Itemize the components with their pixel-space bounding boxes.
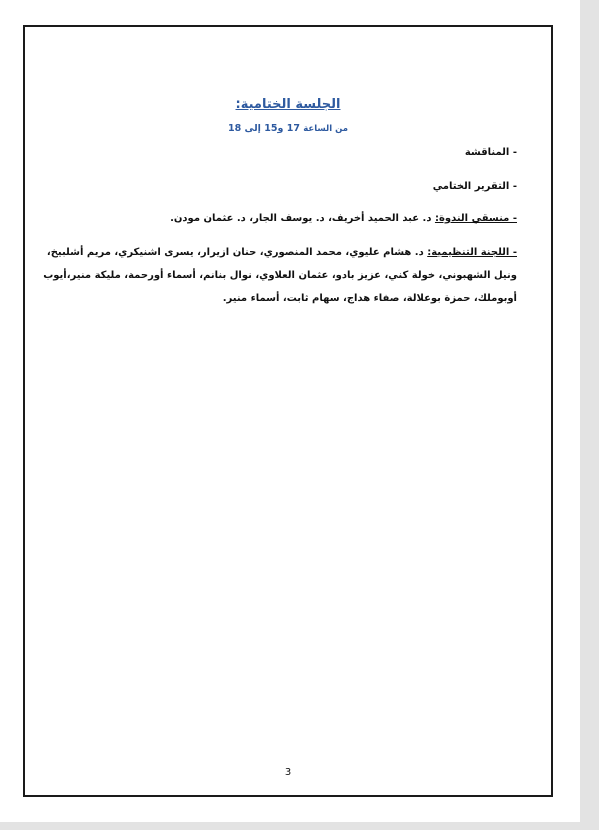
page-number: 3 <box>284 767 292 778</box>
committee-item <box>43 241 517 310</box>
page-border-frame <box>23 25 553 797</box>
schedule-prefix: من الساعة <box>303 124 349 134</box>
committee-names-1: د. هشام عليوي، محمد المنصوري، حنان ازيرار، يسرى اشنيكري، مريم أشلبيخ، <box>46 247 424 258</box>
discussion-item: - المناقشة <box>464 147 517 158</box>
schedule-times: 17 و15 إلى 18 <box>227 123 300 134</box>
committee-line-1 <box>46 241 517 264</box>
coordinators-item <box>59 213 517 224</box>
committee-label: - اللجنة التنظيمية: <box>427 247 517 258</box>
final-report-item: - التقرير الختامي <box>432 181 517 192</box>
coordinators-names: د. عبد الحميد أخريف، د. يوسف الجار، د. عثمان مودن. <box>170 213 432 224</box>
session-schedule <box>25 123 551 134</box>
session-title: الجلسة الختامية: <box>235 97 341 112</box>
committee-line-3: أوبوملك، حمزة بوعلالة، صفاء هداج، سهام ثابت، أسماء منير. <box>222 293 517 304</box>
coordinators-label: - منسقي الندوة: <box>434 213 517 224</box>
committee-line-2: ونيل الشهبوني، خولة كني، عزيز بادو، عثمان العلاوي، نوال بنانم، أسماء أورحمة، مليكة منير،أيوب <box>43 270 517 281</box>
